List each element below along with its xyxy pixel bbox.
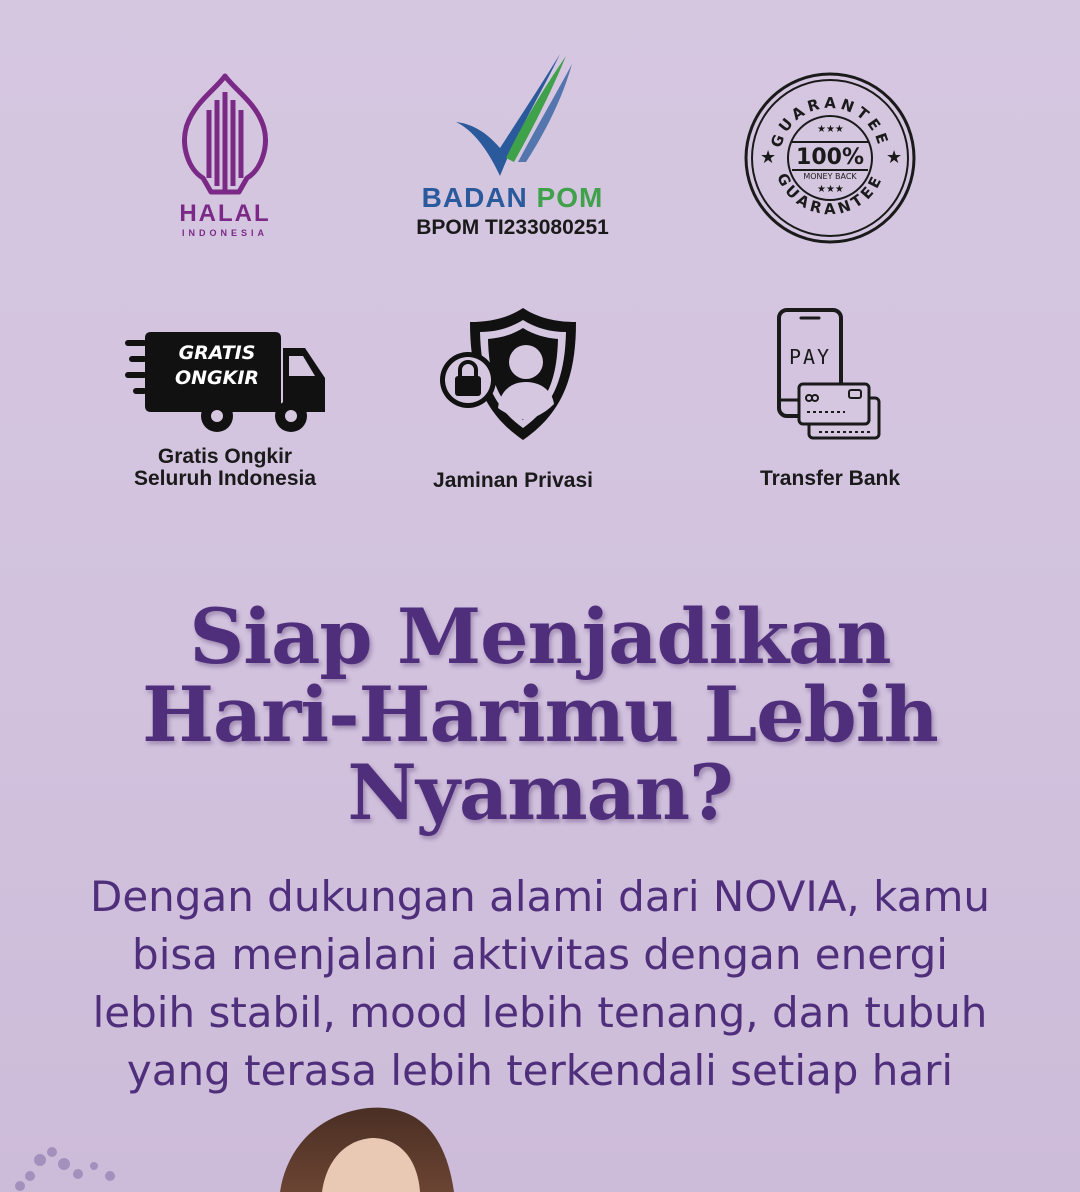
hero-photo: [0, 1100, 1080, 1192]
bpom-badge: [395, 50, 630, 240]
seal-sub-text: MONEY BACK: [803, 172, 857, 181]
page-headline: [0, 592, 1080, 837]
body-line1: Dengan dukungan alami dari NOVIA, kamu: [90, 872, 990, 921]
body-line3: lebih stabil, mood lebih tenang, dan tubuh: [92, 988, 988, 1037]
svg-text:★: ★: [760, 147, 777, 168]
body-line2: bisa menjalani aktivitas dengan energi: [132, 930, 948, 979]
body-line4: yang terasa lebih terkendali setiap hari: [126, 1046, 954, 1095]
feature-caption-line1: Transfer Bank: [759, 467, 901, 490]
feature-caption-line1: Jaminan Privasi: [433, 469, 593, 492]
bpom-registration: BPOM TI233080251: [416, 216, 609, 239]
headline-line2: Hari-Harimu Lebih: [142, 670, 938, 759]
truck-text-line1: GRATIS: [178, 342, 256, 364]
feature-privacy: [418, 304, 608, 492]
halal-title: HALAL: [179, 200, 271, 227]
guarantee-seal-icon: [742, 70, 918, 246]
privacy-shield-icon: [438, 304, 588, 444]
seal-ring-bottom: GUARANTEE: [773, 170, 887, 219]
pay-text: PAY: [788, 345, 832, 369]
feature-free-shipping: [118, 326, 332, 490]
bpom-title-a: BADAN: [421, 182, 528, 213]
seal-center-text: 100%: [796, 145, 864, 170]
body-copy: [40, 868, 1040, 1100]
halal-badge: [160, 70, 290, 238]
svg-text:★★★: ★★★: [817, 124, 844, 135]
truck-text-line2: ONGKIR: [174, 367, 260, 389]
bpom-check-icon: [448, 50, 578, 180]
flowers-decoration: [15, 1147, 115, 1191]
mobile-pay-icon: [775, 306, 885, 442]
halal-subtitle: INDONESIA: [181, 228, 268, 238]
delivery-truck-icon: [125, 326, 325, 432]
bpom-title-b: POM: [536, 182, 604, 213]
svg-text:★: ★: [886, 147, 903, 168]
feature-caption-line1: Gratis Ongkir: [157, 445, 293, 468]
guarantee-seal: [742, 70, 918, 246]
halal-logo-icon: [175, 70, 275, 200]
headline-line1: Siap Menjadikan: [189, 592, 891, 681]
headline-line3: Nyaman?: [347, 748, 733, 837]
seal-ring-top: GUARANTEE: [767, 93, 893, 150]
svg-text:★★★: ★★★: [817, 184, 844, 195]
feature-bank-transfer: [730, 306, 930, 490]
feature-caption-line2: Seluruh Indonesia: [133, 467, 317, 490]
